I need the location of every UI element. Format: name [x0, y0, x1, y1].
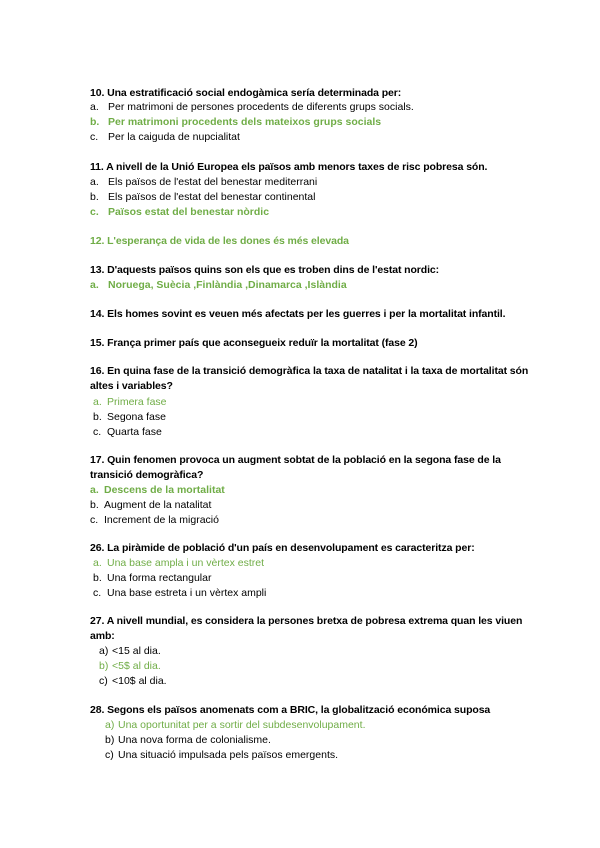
question-title: 17. Quin fenomen provoca un augment sobtat de la població en la segona fase de la transició demogràfica?	[90, 454, 501, 481]
option-a-correct: a) Una oportunitat per a sortir del subdesenvolupament.	[105, 719, 366, 731]
question-title: 10. Una estratificació social endogàmica sería determinada per:	[90, 87, 402, 99]
option-c: c) <10$ al dia.	[99, 675, 167, 687]
option-c: c) Una situació impulsada pels països emergents.	[105, 749, 339, 761]
option-b: b) Una nova forma de colonialisme.	[105, 734, 271, 746]
question-title: 15. França primer país que aconsegueix reduïr la mortalitat (fase 2)	[90, 337, 418, 349]
option-a: a. Per matrimoni de persones procedents de diferents grups socials.	[90, 101, 414, 113]
option-b: b. Una forma rectangular	[93, 572, 212, 584]
option-a: a) <15 al dia.	[99, 645, 161, 657]
question-title: 28. Segons els països anomenats com a BRIC, la globalització económica suposa	[90, 704, 491, 716]
option-b: b. Els països de l'estat del benestar continental	[90, 191, 316, 203]
question-title: 26. La piràmide de població d'un país en desenvolupament es caracteritza per:	[90, 542, 475, 554]
question-title: 11. A nivell de la Unió Europea els països amb menors taxes de risc pobresa són.	[90, 161, 488, 173]
option-c: c. Increment de la migració	[90, 514, 219, 526]
question-title: 27. A nivell mundial, es considera la persones bretxa de pobresa extrema quan les viuen amb:	[90, 615, 523, 642]
option-a-correct: a. Noruega, Suècia ,Finlàndia ,Dinamarca ,Islàndia	[90, 279, 347, 291]
option-b-correct: b. Per matrimoni procedents dels mateixos grups socials	[90, 116, 382, 128]
option-a: a. Els països de l'estat del benestar mediterrani	[90, 176, 318, 188]
question-title: 12. L'esperança de vida de les dones és més elevada	[90, 235, 349, 247]
option-c: c. Una base estreta i un vèrtex ampli	[93, 587, 267, 599]
option-b-correct: b) <5$ al dia.	[99, 660, 161, 672]
option-b: b. Segona fase	[93, 411, 166, 423]
option-a-correct: a. Descens de la mortalitat	[90, 484, 225, 496]
option-b: b. Augment de la natalitat	[90, 499, 212, 511]
question-title: 13. D'aquests països quins son els que es troben dins de l'estat nordic:	[90, 264, 440, 276]
option-a-correct: a. Una base ampla i un vèrtex estret	[93, 557, 264, 569]
option-c: c. Per la caiguda de nupcialitat	[90, 131, 240, 143]
option-a-correct: a. Primera fase	[93, 396, 167, 408]
question-title: 14. Els homes sovint es veuen més afectats per les guerres i per la mortalitat infantil.	[90, 308, 506, 320]
option-c: c. Quarta fase	[93, 426, 162, 438]
question-title: 16. En quina fase de la transició demogràfica la taxa de natalitat i la taxa de mortalitat són altes i variables?	[90, 365, 529, 392]
option-c-correct: c. Països estat del benestar nòrdic	[90, 206, 270, 218]
